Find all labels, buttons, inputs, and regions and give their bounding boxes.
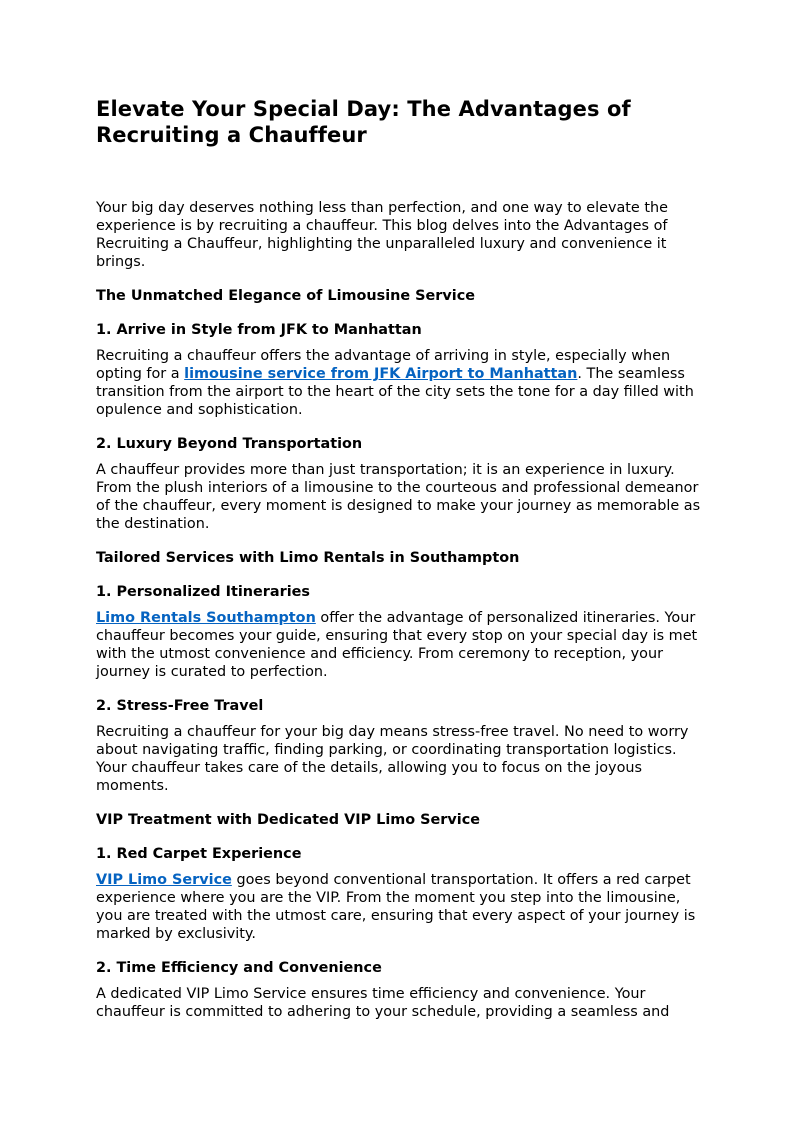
intro-paragraph: Your big day deserves nothing less than perfection, and one way to elevate the experience is by recruiting a chauffeur. This blog delves into the Advantages of Recruiting a Chauffeur, highlighting the unparalleled luxury and convenience it brings.: [96, 200, 668, 270]
page-title: Elevate Your Special Day: The Advantages of Recruiting a Chauffeur: [96, 97, 631, 147]
limousine-jfk-manhattan-link[interactable]: limousine service from JFK Airport to Manhattan: [184, 366, 578, 382]
limo-rentals-southampton-link[interactable]: Limo Rentals Southampton: [96, 610, 316, 626]
section-heading-vip: VIP Treatment with Dedicated VIP Limo Service: [96, 812, 480, 828]
vip-limo-service-link[interactable]: VIP Limo Service: [96, 872, 232, 888]
paragraph-stress-free-travel: Recruiting a chauffeur for your big day means stress-free travel. No need to worry about navigating traffic, finding parking, or coordinating transportation logistics. Your chauffeur takes care of the details, allowing you to focus on the joyous moments.: [96, 724, 689, 794]
paragraph-time-efficiency: A dedicated VIP Limo Service ensures time efficiency and convenience. Your chauffeur is committed to adhering to your schedule, providing a seamless and: [96, 986, 670, 1020]
paragraph-text: Recruiting a chauffeur offers the advantage of arriving in style, especially when opting for a: [96, 348, 671, 382]
subheading-arrive-in-style: 1. Arrive in Style from JFK to Manhattan: [96, 322, 422, 338]
paragraph-red-carpet: [96, 871, 706, 943]
subheading-red-carpet: 1. Red Carpet Experience: [96, 846, 302, 862]
section-heading-limousine: The Unmatched Elegance of Limousine Service: [96, 288, 475, 304]
paragraph-luxury-beyond: A chauffeur provides more than just transportation; it is an experience in luxury. From the plush interiors of a limousine to the courteous and professional demeanor of the chauffeur, every moment is designed to make your journey as memorable as the destination.: [96, 462, 701, 532]
paragraph-personalized-itineraries: [96, 609, 706, 681]
paragraph-text: goes beyond conventional transportation. It offers a red carpet experience where you are the VIP. From the moment you step into the limousine, you are treated with the utmost care, ensuring that every aspect of your journey is marked by exclusivity.: [96, 872, 696, 942]
document-page: [96, 96, 706, 1037]
paragraph-text: . The seamless transition from the airport to the heart of the city sets the tone for a day filled with opulence and sophistication.: [96, 366, 694, 418]
subheading-luxury-beyond: 2. Luxury Beyond Transportation: [96, 436, 363, 452]
paragraph-text: offer the advantage of personalized itineraries. Your chauffeur becomes your guide, ensuring that every stop on your special day is met with the utmost convenience and efficiency. From ceremony to reception, your journey is curated to perfection.: [96, 610, 698, 680]
section-heading-southampton: Tailored Services with Limo Rentals in Southampton: [96, 550, 520, 566]
subheading-time-efficiency: 2. Time Efficiency and Convenience: [96, 960, 382, 976]
paragraph-arrive-in-style: [96, 347, 706, 419]
subheading-stress-free-travel: 2. Stress-Free Travel: [96, 698, 264, 714]
subheading-personalized-itineraries: 1. Personalized Itineraries: [96, 584, 310, 600]
